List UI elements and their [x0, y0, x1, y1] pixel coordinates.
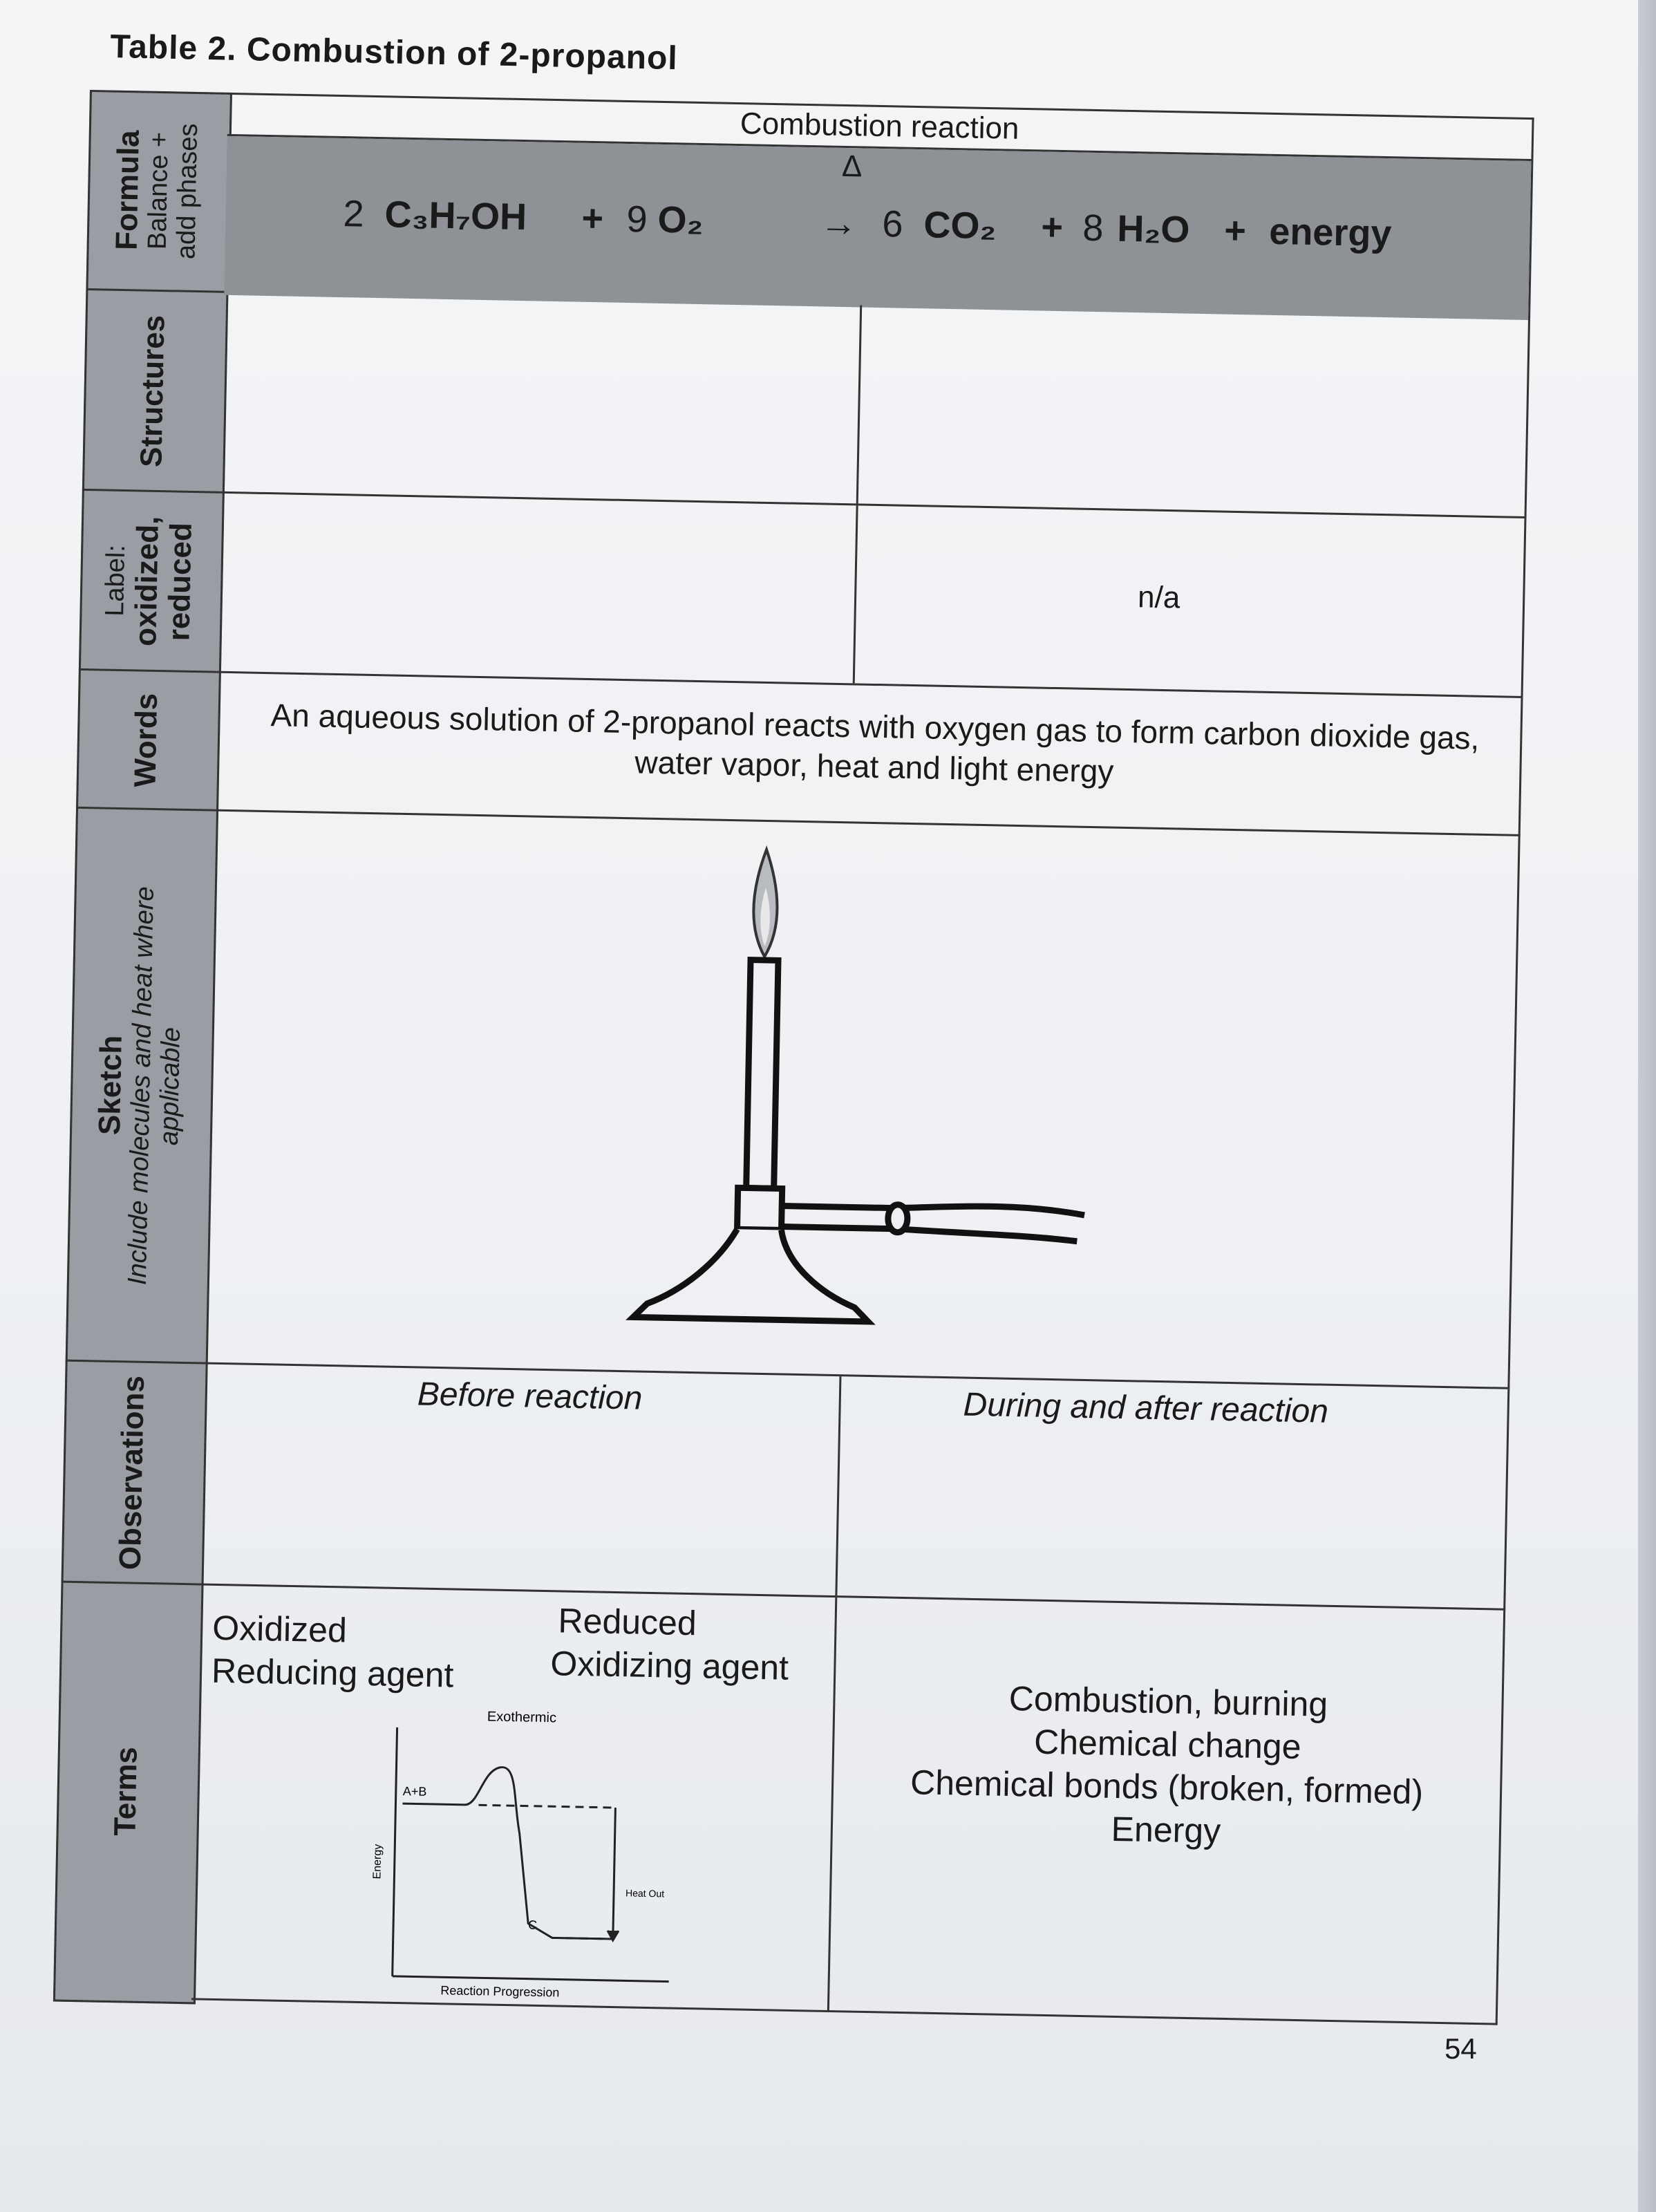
words-label: Words	[128, 692, 164, 787]
label-label: Label:	[100, 544, 131, 617]
exothermic-energy-diagram	[350, 1706, 743, 2004]
coef-oxygen: 9	[625, 198, 648, 241]
sketch-label: Sketch	[93, 1034, 129, 1135]
coef-water: 8	[1082, 207, 1104, 250]
formula-row	[86, 90, 1534, 318]
observations-label: Observations	[113, 1374, 151, 1571]
observations-row	[62, 1362, 1510, 1611]
combustion-reaction-header: Combustion reaction	[227, 95, 1532, 161]
combustion-table	[53, 90, 1534, 2025]
reactant-propanol: C₃H₇OH	[384, 194, 527, 238]
plus-3: +	[1223, 209, 1247, 252]
term-energy: Energy	[1111, 1809, 1221, 1850]
label-sub2: reduced	[162, 522, 198, 641]
term-oxidized: Oxidized	[211, 1608, 348, 1650]
reactant-oxygen: O₂	[657, 198, 704, 242]
sketch-sub1: Include molecules and heat where	[123, 885, 160, 1285]
diagram-title: Exothermic	[487, 1709, 557, 1726]
product-water: H₂O	[1116, 207, 1190, 251]
delta-symbol: Δ	[841, 149, 863, 184]
diagram-product: C	[527, 1918, 538, 1932]
balanced-equation	[224, 136, 1531, 320]
terms-row-label	[53, 1583, 199, 2000]
page-number: 54	[1445, 2032, 1477, 2065]
structures-row-label	[82, 290, 225, 494]
observations-divider	[835, 1376, 841, 1595]
diagram-x-axis: Reaction Progression	[440, 1983, 560, 2000]
terms-label: Terms	[108, 1746, 144, 1837]
words-description: An aqueous solution of 2-propanol reacts with oxygen gas to form carbon dioxide gas, water vapor, heat and light energy	[270, 697, 1480, 789]
sketch-row	[66, 809, 1521, 1389]
bunsen-burner-sketch	[204, 812, 1521, 1389]
plus-2: +	[1040, 206, 1064, 249]
table-title: Table 2. Combustion of 2-propanol	[109, 28, 679, 77]
bunsen-burner-icon	[633, 847, 1091, 1326]
page-edge	[1638, 0, 1656, 2212]
diagram-reactants: A+B	[402, 1784, 427, 1799]
term-reduced: Reduced	[558, 1601, 697, 1643]
during-after-reaction-header: During and after reaction	[963, 1386, 1329, 1430]
coef-propanol: 2	[343, 193, 365, 235]
words-row	[76, 671, 1523, 836]
term-reducing-agent: Reducing agent	[211, 1651, 454, 1695]
formula-label: Formula	[109, 129, 146, 250]
product-energy: energy	[1268, 210, 1393, 255]
structures-cell	[220, 293, 1530, 518]
observations-cell	[199, 1365, 1509, 1611]
terms-cell	[191, 1585, 1505, 2025]
structures-label: Structures	[134, 314, 171, 467]
formula-cell	[224, 93, 1534, 318]
diagram-heat-label: Heat Out	[625, 1887, 665, 1900]
formula-sub1: Balance +	[142, 131, 175, 250]
term-combustion: Combustion, burning	[1008, 1678, 1328, 1724]
terms-right-cell	[827, 1597, 1505, 2023]
label-cell	[217, 494, 1527, 698]
formula-row-label	[86, 90, 228, 293]
words-row-label	[76, 671, 217, 812]
coef-co2: 6	[881, 203, 904, 245]
energy-curve	[393, 1727, 674, 1982]
terms-right-list	[830, 1674, 1504, 1858]
observations-row-label	[62, 1362, 204, 1586]
term-chemical-change: Chemical change	[1033, 1722, 1301, 1767]
terms-row	[53, 1583, 1505, 2025]
label-divider	[853, 505, 858, 683]
product-co2: CO₂	[923, 204, 997, 247]
na-text: n/a	[1137, 580, 1180, 615]
sketch-cell	[204, 812, 1521, 1389]
sketch-sub2: applicable	[154, 1027, 187, 1145]
structures-row	[82, 290, 1530, 518]
label-row-label	[79, 491, 220, 673]
label-sub1: oxidized,	[129, 515, 165, 646]
formula-sub2: add phases	[171, 122, 204, 259]
label-row	[79, 491, 1527, 698]
sketch-row-label	[66, 809, 214, 1365]
term-oxidizing-agent: Oxidizing agent	[549, 1644, 789, 1687]
structures-divider	[856, 305, 863, 503]
diagram-y-axis: Energy	[371, 1844, 384, 1880]
before-reaction-header: Before reaction	[417, 1376, 643, 1417]
reaction-arrow: →	[819, 202, 858, 245]
term-chemical-bonds: Chemical bonds (broken, formed)	[910, 1763, 1424, 1812]
plus-1: +	[581, 197, 604, 240]
words-cell	[214, 673, 1523, 836]
